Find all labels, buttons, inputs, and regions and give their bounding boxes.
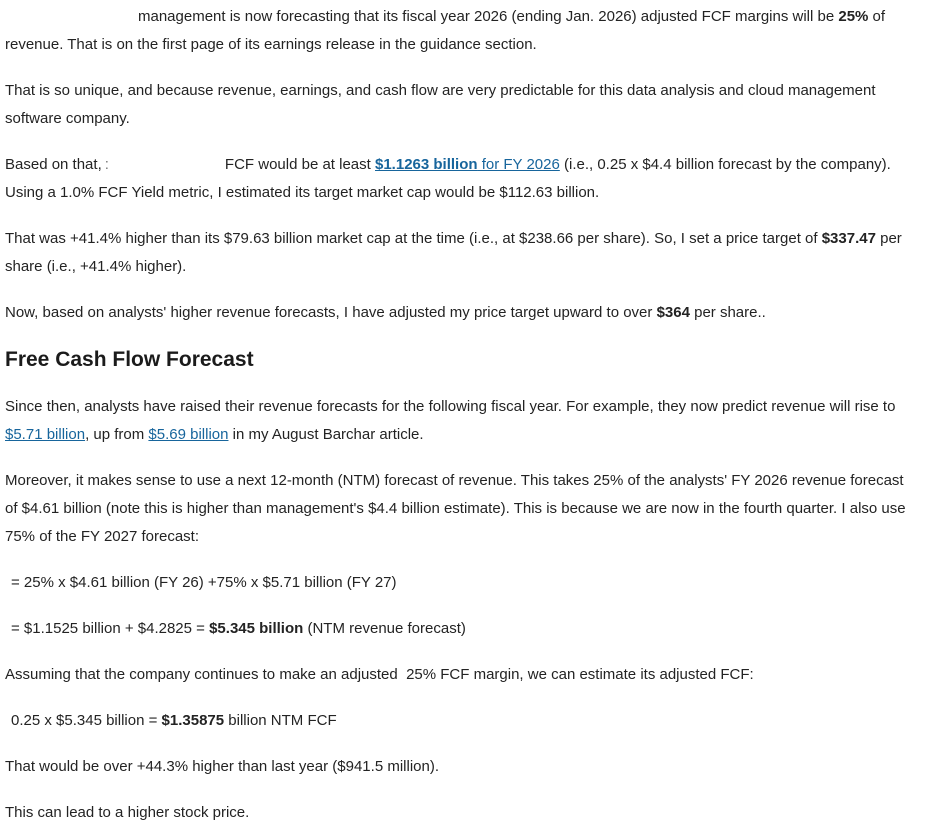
text-run: Since then, analysts have raised their revenue forecasts for the following fiscal year. For example, they now predict revenue will rise to — [5, 398, 896, 415]
text-run: (i.e., 0.25 x $4.4 billion forecast by the company). Using a 1.0% FCF Yield metric, I estimated its target market cap would be $112.63 billion. — [5, 156, 891, 201]
text-run: = $1.1525 billion + $4.2825 = — [11, 620, 210, 637]
text-run: That was +41.4% higher than its $79.63 billion market cap at the time (i.e., at $238.66 per share). So, I set a price target of — [5, 230, 822, 247]
paragraph-guidance — [5, 3, 913, 59]
equation-weighted-revenue — [5, 569, 913, 597]
bold-ntm-revenue: $5.345 billion — [209, 620, 304, 637]
paragraph-adjusted-target — [5, 299, 913, 327]
link-569-billion[interactable]: $5.69 billion — [148, 426, 229, 443]
bold-price-target: $337.47 — [821, 230, 876, 247]
paragraph-unique — [5, 77, 913, 133]
paragraph-price-target — [5, 225, 913, 281]
text-run: Now, based on analysts' higher revenue forecasts, I have adjusted my price target upward to over — [5, 304, 657, 321]
text-run: billion NTM FCF — [224, 712, 337, 729]
text-run: per share.. — [689, 304, 766, 321]
redacted-mark: : — [104, 156, 109, 173]
text-run: That would be over +44.3% higher than last year ($941.5 million). — [5, 758, 439, 775]
text-run: This can lead to a higher stock price. — [5, 804, 250, 821]
text-run: management is now forecasting that its fiscal year 2026 (ending Jan. 2026) adjusted FCF margins will be — [138, 8, 839, 25]
paragraph-yoy-comparison — [5, 753, 913, 781]
paragraph-assuming-margin — [5, 661, 913, 689]
equation-ntm-fcf — [5, 707, 913, 735]
text-run: FCF would be at least — [224, 156, 375, 173]
bold-ntm-fcf: $1.35875 — [161, 712, 225, 729]
text-run: in my August Barchar article. — [228, 426, 424, 443]
paragraph-revenue-forecasts — [5, 393, 913, 449]
text-run: 0.25 x $5.345 billion = — [11, 712, 162, 729]
text-run: per share (i.e., +41.4% higher). — [5, 230, 902, 275]
paragraph-ntm-explanation — [5, 467, 913, 551]
link-fy2026-fcf[interactable] — [375, 156, 560, 173]
text-run: Assuming that the company continues to make an adjusted 25% FCF margin, we can estimate its adjusted FCF: — [5, 666, 754, 683]
section-heading-fcf-forecast: Free Cash Flow Forecast — [5, 348, 254, 371]
text-run: Based on that, — [5, 156, 102, 173]
paragraph-conclusion — [5, 799, 913, 827]
link-571-billion[interactable]: $5.71 billion — [5, 426, 86, 443]
text-run: of revenue. That is on the first page of its earnings release in the guidance section. — [5, 8, 886, 53]
bold-fcf-margin-pct: 25% — [838, 8, 869, 25]
text-run: Moreover, it makes sense to use a next 12-month (NTM) forecast of revenue. This takes 25% of the analysts' FY 2026 revenue forecast of $4.61 billion (note this is higher than management's $4.4 billion estimate). This is because we are now in the fourth quarter. I also use 75% of the FY 2027 forecast: — [5, 472, 906, 545]
article-body — [5, 3, 913, 827]
link-bold-part[interactable]: $1.1263 billion — [375, 156, 478, 173]
text-run: (NTM revenue forecast) — [303, 620, 466, 637]
text-run: , up from — [85, 426, 149, 443]
paragraph-based-on-that — [5, 151, 913, 207]
bold-new-target: $364 — [656, 304, 690, 321]
equation-ntm-revenue-result — [5, 615, 913, 643]
text-run: That is so unique, and because revenue, earnings, and cash flow are very predictable for this data analysis and cloud management software company. — [5, 82, 876, 127]
link-regular-part[interactable]: for FY 2026 — [477, 156, 560, 173]
text-run: = 25% x $4.61 billion (FY 26) +75% x $5.71 billion (FY 27) — [11, 574, 397, 591]
